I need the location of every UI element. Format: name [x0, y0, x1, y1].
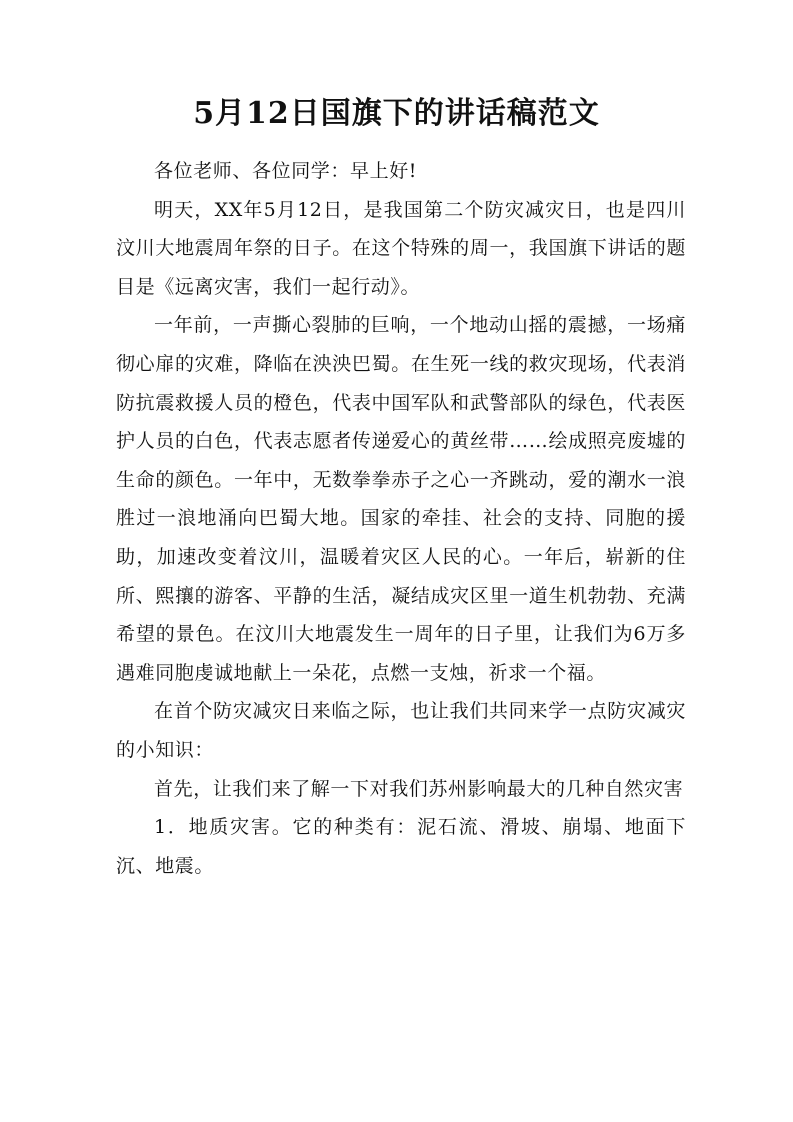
paragraph-geological-disasters: 1．地质灾害。它的种类有：泥石流、滑坡、崩塌、地面下沉、地震。	[116, 816, 686, 877]
document-title: 5月12日国旗下的讲话稿范文	[193, 96, 600, 131]
paragraph-intro: 明天，XX年5月12日，是我国第二个防灾减灾日，也是四川汶川大地震周年祭的日子。在这个特殊的周一，我国旗下讲话的题目是《远离灾害，我们一起行动》。	[116, 198, 686, 298]
paragraph-memorial: 一年前，一声撕心裂肺的巨响，一个地动山摇的震撼，一场痛彻心扉的灾难，降临在泱泱巴蜀。在生死一线的救灾现场，代表消防抗震救援人员的橙色，代表中国军队和武警部队的绿色，代表医护人员的白色，代表志愿者传递爱心的黄丝带……绘成照亮废墟的生命的颜色。一年中，无数拳拳赤子之心一齐跳动，爱的潮水一浪胜过一浪地涌向巴蜀大地。国家的牵挂、社会的支持、同胞的援助，加速改变着汶川，温暖着灾区人民的心。一年后，崭新的住所、熙攘的游客、平静的生活，凝结成灾区里一道生机勃勃、充满希望的景色。在汶川大地震发生一周年的日子里，让我们为6万多遇难同胞虔诚地献上一朵花，点燃一支烛，祈求一个福。	[116, 314, 686, 684]
paragraph-greeting: 各位老师、各位同学：早上好!	[154, 160, 418, 182]
paragraph-knowledge-intro: 在首个防灾减灾日来临之际，也让我们共同来学一点防灾减灾的小知识：	[116, 700, 686, 761]
document-body	[116, 152, 686, 885]
paragraph-disasters-intro: 首先，让我们来了解一下对我们苏州影响最大的几种自然灾害	[154, 777, 684, 800]
